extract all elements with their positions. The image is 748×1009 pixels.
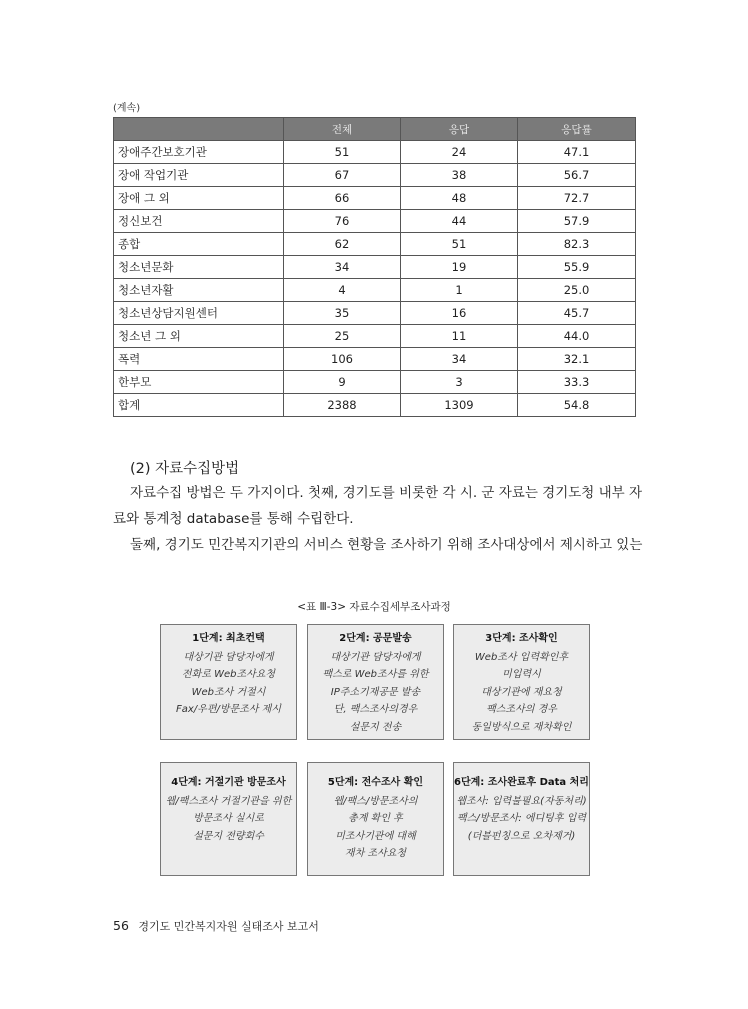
row-rate-cell: 25.0 xyxy=(518,279,636,302)
paragraph-1-line-1: 자료수집 방법은 두 가지이다. 첫째, 경기도를 비롯한 각 시. 군 자료는 경기도청 내부 자 xyxy=(130,485,643,501)
figure-caption: <표 Ⅲ-3> 자료수집세부조사과정 xyxy=(297,601,451,613)
row-category-cell: 장애 작업기관 xyxy=(114,164,284,187)
stage-box-4 xyxy=(160,762,297,876)
stage-step-line: 대상기관 담당자에게 xyxy=(330,651,421,663)
stage-box-5 xyxy=(307,762,444,876)
page-number: 56 xyxy=(113,918,129,933)
stage-step-line: 팩스조사의 경우 xyxy=(486,704,557,715)
row-response-cell: 44 xyxy=(401,210,518,233)
table-continued-label: (계속) xyxy=(113,103,141,114)
row-total-cell: 25 xyxy=(284,325,401,348)
paragraph-1-line-2: 료와 통계청 database를 통해 수립한다. xyxy=(113,511,354,527)
row-category-cell: 폭력 xyxy=(114,348,284,371)
stage-step-line: 총계 확인 후 xyxy=(348,813,403,824)
paragraph-2 xyxy=(113,532,643,558)
stage-step-line: 대상기관 담당자에게 xyxy=(183,651,274,663)
stage-title: 1단계: 최초컨택 xyxy=(192,633,265,644)
row-rate-cell: 44.0 xyxy=(518,325,636,348)
row-response-cell: 16 xyxy=(401,302,518,325)
row-response-cell: 48 xyxy=(401,187,518,210)
row-total-cell: 2388 xyxy=(284,394,401,417)
table-row xyxy=(114,141,636,164)
table-row xyxy=(114,348,636,371)
row-rate-cell: 45.7 xyxy=(518,302,636,325)
stage-step-line: 팩스/방문조사: 에디팅후 입력 xyxy=(456,813,586,824)
row-response-cell: 1309 xyxy=(401,394,518,417)
row-total-cell: 67 xyxy=(284,164,401,187)
stage-step-line: 웹/팩스/방문조사의 xyxy=(333,795,418,807)
row-total-cell: 66 xyxy=(284,187,401,210)
stage-title: 2단계: 공문발송 xyxy=(339,633,412,644)
paragraph-1 xyxy=(113,480,643,532)
table-row xyxy=(114,371,636,394)
table-row xyxy=(114,302,636,325)
row-response-cell: 3 xyxy=(401,371,518,394)
table-row xyxy=(114,279,636,302)
row-rate-cell: 56.7 xyxy=(518,164,636,187)
stage-title: 5단계: 전수조사 확인 xyxy=(327,777,424,788)
stage-step-line: 단, 팩스조사의경우 xyxy=(333,704,418,715)
row-rate-cell: 55.9 xyxy=(518,256,636,279)
stage-step-line: 미입력시 xyxy=(502,669,541,680)
agency-response-table xyxy=(113,117,636,417)
stage-step-line: 팩스로 Web조사를 위한 xyxy=(322,669,429,680)
row-category-cell: 장애 그 외 xyxy=(114,187,284,210)
stage-step-line: 미조사기관에 대해 xyxy=(335,830,416,842)
stage-step-line: 웹/팩스조사 거절기관을 위한 xyxy=(165,795,292,807)
row-category-cell: 청소년문화 xyxy=(114,256,284,279)
stage-box-6 xyxy=(453,762,590,876)
header-response: 응답 xyxy=(401,118,518,141)
stage-box-2 xyxy=(307,624,444,740)
row-rate-cell: 54.8 xyxy=(518,394,636,417)
row-category-cell: 청소년 그 외 xyxy=(114,325,284,348)
table-header-row xyxy=(114,118,636,141)
stage-title: 6단계: 조사완료후 Data 처리 xyxy=(454,777,589,788)
row-category-cell: 합계 xyxy=(114,394,284,417)
row-total-cell: 35 xyxy=(284,302,401,325)
row-rate-cell: 82.3 xyxy=(518,233,636,256)
stage-step-line: IP주소기재공문 발송 xyxy=(330,686,421,698)
stage-step-line: 대상기관에 재요청 xyxy=(481,686,562,698)
header-category xyxy=(114,118,284,141)
stage-step-line: 동일방식으로 재차확인 xyxy=(471,721,572,733)
row-total-cell: 76 xyxy=(284,210,401,233)
stage-title: 3단계: 조사확인 xyxy=(485,633,558,644)
row-total-cell: 62 xyxy=(284,233,401,256)
stage-box-1 xyxy=(160,624,297,740)
header-rate: 응답률 xyxy=(518,118,636,141)
stage-title: 4단계: 거절기관 방문조사 xyxy=(171,777,286,788)
row-response-cell: 1 xyxy=(401,279,518,302)
row-response-cell: 38 xyxy=(401,164,518,187)
row-rate-cell: 57.9 xyxy=(518,210,636,233)
table-body xyxy=(114,141,636,417)
row-category-cell: 청소년자활 xyxy=(114,279,284,302)
row-category-cell: 정신보건 xyxy=(114,210,284,233)
stage-step-line: 설문지 전량회수 xyxy=(193,830,264,842)
row-category-cell: 한부모 xyxy=(114,371,284,394)
row-total-cell: 4 xyxy=(284,279,401,302)
table-row xyxy=(114,164,636,187)
row-rate-cell: 47.1 xyxy=(518,141,636,164)
row-response-cell: 34 xyxy=(401,348,518,371)
report-title: 경기도 민간복지자원 실태조사 보고서 xyxy=(138,920,319,933)
table-row xyxy=(114,325,636,348)
row-total-cell: 106 xyxy=(284,348,401,371)
table-row xyxy=(114,256,636,279)
row-response-cell: 24 xyxy=(401,141,518,164)
row-category-cell: 장애주간보호기관 xyxy=(114,141,284,164)
stage-step-line: 전화로 Web조사요청 xyxy=(181,669,276,680)
stage-step-line: Fax/우편/방문조사 제시 xyxy=(176,704,281,715)
table-row xyxy=(114,394,636,417)
row-total-cell: 9 xyxy=(284,371,401,394)
stage-step-line: 설문지 전송 xyxy=(349,721,402,733)
row-rate-cell: 33.3 xyxy=(518,371,636,394)
row-response-cell: 51 xyxy=(401,233,518,256)
paragraph-2-line-1: 둘째, 경기도 민간복지기관의 서비스 현황을 조사하기 위해 조사대상에서 제시하고 있는 xyxy=(130,537,643,553)
header-total: 전체 xyxy=(284,118,401,141)
stage-step-line: 재차 조사요청 xyxy=(344,848,407,859)
row-response-cell: 19 xyxy=(401,256,518,279)
row-response-cell: 11 xyxy=(401,325,518,348)
row-rate-cell: 72.7 xyxy=(518,187,636,210)
row-category-cell: 종합 xyxy=(114,233,284,256)
table-row xyxy=(114,187,636,210)
row-rate-cell: 32.1 xyxy=(518,348,636,371)
row-total-cell: 34 xyxy=(284,256,401,279)
row-category-cell: 청소년상담지원센터 xyxy=(114,302,284,325)
table-row xyxy=(114,233,636,256)
stage-step-line: 방문조사 실시로 xyxy=(193,813,264,824)
page-footer xyxy=(113,918,319,934)
table-row xyxy=(114,210,636,233)
stage-step-line: Web조사 입력확인후 xyxy=(474,651,569,663)
stage-step-line: (더블펀칭으로 오차제거) xyxy=(467,830,576,842)
stage-step-line: Web조사 거절시 xyxy=(191,686,266,698)
section-heading: (2) 자료수집방법 xyxy=(130,461,240,477)
stage-box-3 xyxy=(453,624,590,740)
stage-step-line: 웹조사: 입력불필요(자동처리) xyxy=(456,795,587,807)
row-total-cell: 51 xyxy=(284,141,401,164)
